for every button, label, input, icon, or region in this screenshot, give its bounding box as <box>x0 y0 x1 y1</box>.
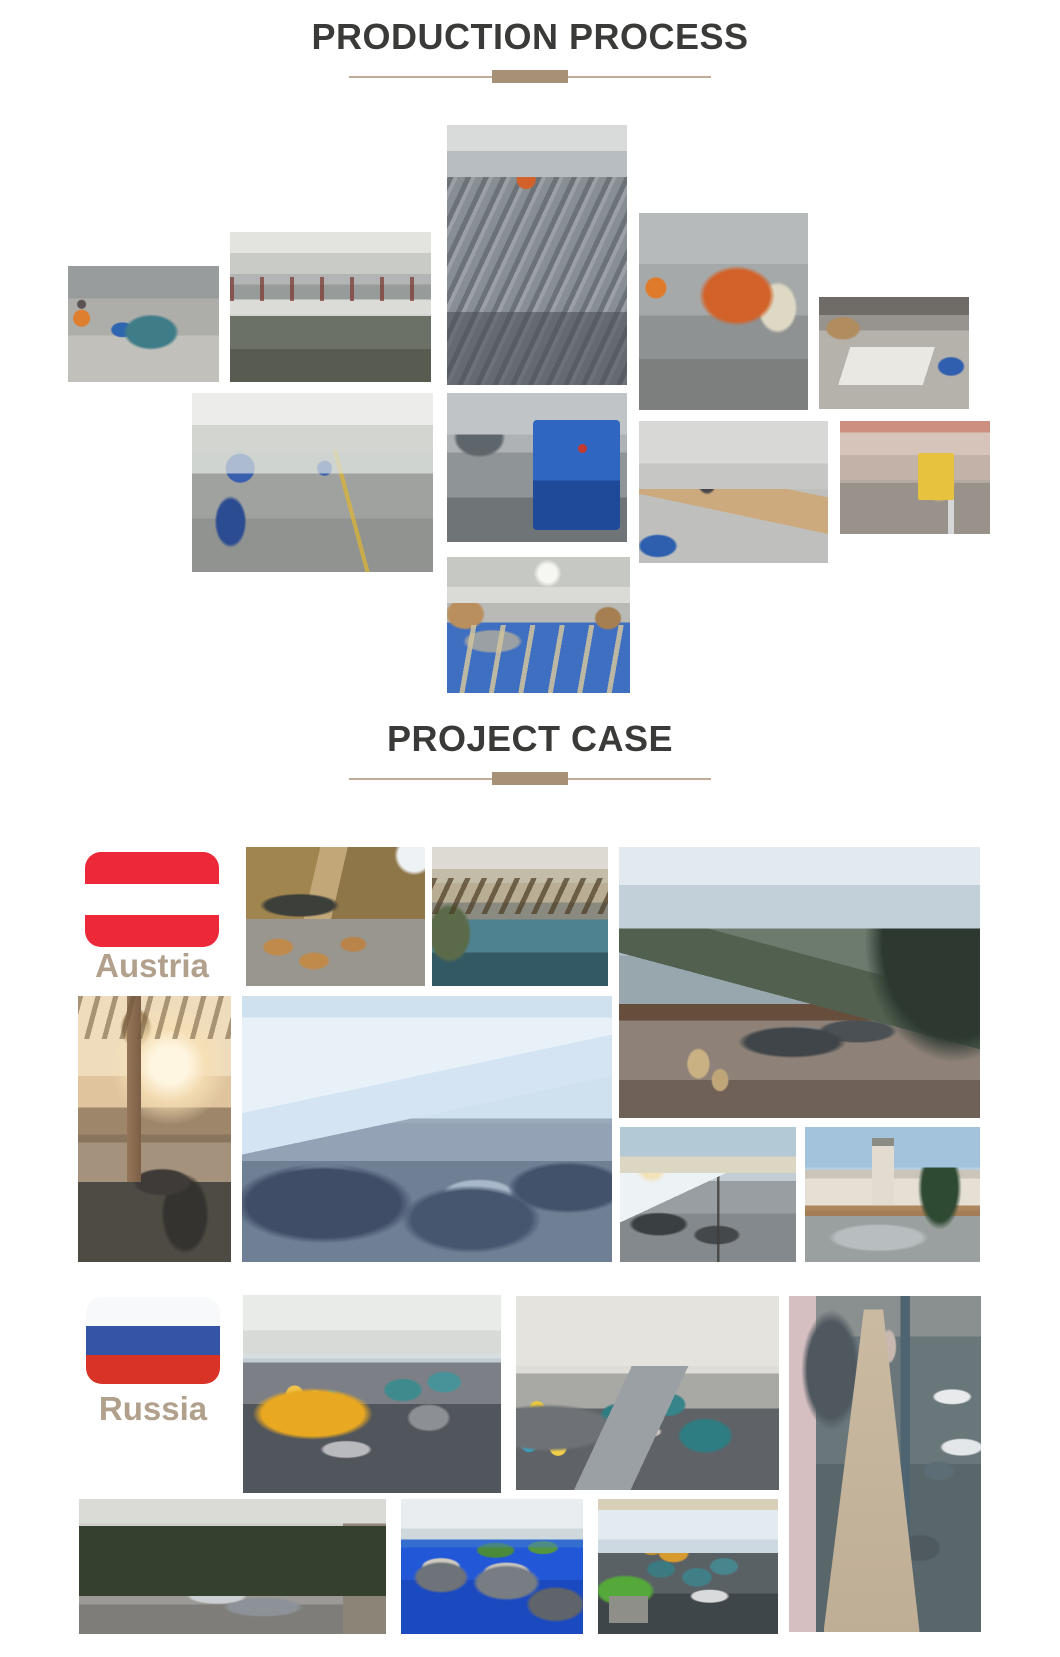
austria-photo-2 <box>432 847 608 986</box>
production-section-title: PRODUCTION PROCESS <box>311 16 749 57</box>
russia-flag-stripe-middle <box>86 1326 220 1355</box>
production-photo-4 <box>639 213 808 410</box>
project-divider <box>349 772 711 785</box>
production-photo-6 <box>192 393 433 572</box>
production-photo-1 <box>68 266 219 382</box>
austria-flag-stripe-top <box>85 852 219 884</box>
russia-flag-stripe-bottom <box>86 1355 220 1384</box>
austria-flag-icon <box>85 852 219 947</box>
austria-photo-3 <box>619 847 980 1118</box>
austria-photo-7 <box>805 1127 980 1262</box>
divider-accent-block <box>492 772 568 785</box>
austria-label: Austria <box>95 947 209 984</box>
production-photo-2 <box>230 232 431 382</box>
russia-flag-icon <box>86 1297 220 1384</box>
russia-photo-6 <box>598 1499 778 1634</box>
production-photo-8 <box>447 557 630 693</box>
production-photo-3 <box>447 125 627 385</box>
russia-label: Russia <box>98 1390 208 1427</box>
russia-photo-2 <box>516 1296 779 1490</box>
divider-accent-block <box>492 70 568 83</box>
production-photo-10 <box>840 421 990 534</box>
russia-photo-1 <box>243 1295 501 1493</box>
austria-photo-6 <box>620 1127 796 1262</box>
production-photo-5 <box>819 297 969 409</box>
austria-photo-5 <box>242 996 612 1262</box>
production-photo-7 <box>447 393 627 542</box>
austria-photo-4 <box>78 996 231 1262</box>
production-photo-9 <box>639 421 828 563</box>
production-divider <box>349 70 711 83</box>
russia-photo-5 <box>401 1499 583 1634</box>
austria-photo-1 <box>246 847 425 986</box>
russia-flag-stripe-top <box>86 1297 220 1326</box>
austria-flag-stripe-bottom <box>85 915 219 947</box>
austria-flag-stripe-middle <box>85 884 219 916</box>
russia-photo-4 <box>79 1499 386 1634</box>
russia-photo-3 <box>789 1296 981 1632</box>
project-section-title: PROJECT CASE <box>386 718 674 759</box>
